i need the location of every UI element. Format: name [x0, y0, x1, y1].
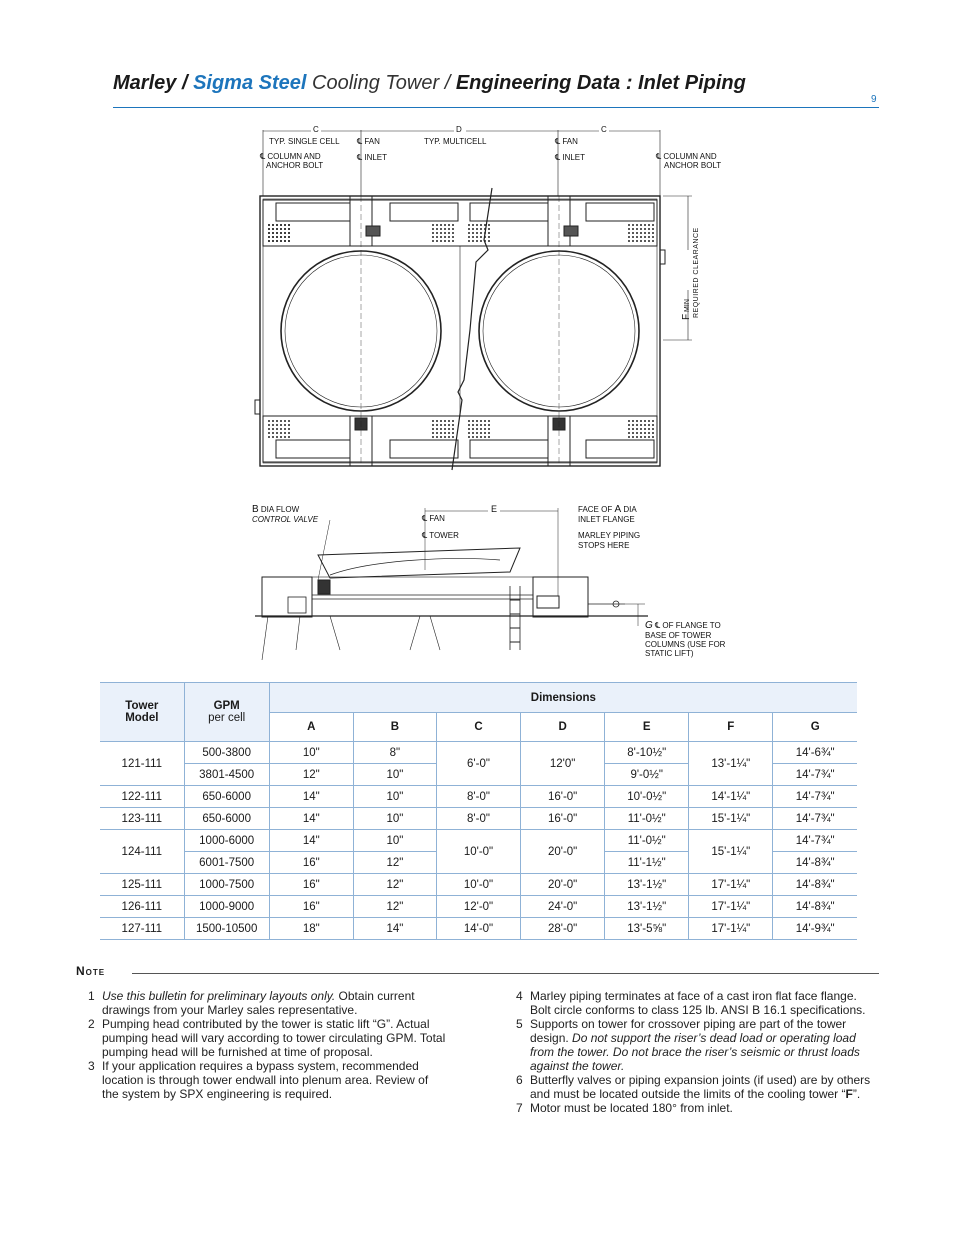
product-type: Cooling Tower [312, 72, 440, 94]
label-cl-column-right: ℄ COLUMN AND [656, 152, 717, 161]
cell-c: 8'-0" [436, 808, 520, 830]
cell-gpm: 500-3800 [184, 742, 269, 764]
cell-gpm: 650-6000 [184, 786, 269, 808]
cell-b: 10" [353, 830, 436, 852]
cell-gpm: 6001-7500 [184, 852, 269, 874]
cell-g: 14'-9¾" [773, 918, 857, 940]
cell-model: 122-111 [100, 786, 184, 808]
table-row [100, 896, 857, 918]
cell-a: 14" [269, 786, 353, 808]
label-elev-cl-tower: ℄ TOWER [422, 531, 459, 540]
plan-tower-outline [255, 188, 665, 470]
note-number: 5 [516, 1017, 523, 1031]
note-item [88, 1017, 448, 1059]
cell-e: 11'-0½" [605, 808, 689, 830]
note-number: 3 [88, 1059, 95, 1073]
cell-model: 124-111 [100, 830, 184, 874]
cell-d: 20'-0" [521, 830, 605, 874]
header-col-d: D [521, 713, 605, 742]
notes-left-column [88, 989, 448, 1101]
cell-e: 11'-0½" [605, 830, 689, 852]
label-required-clearance: REQUIRED CLEARANCE [693, 227, 700, 318]
header-gpm-label: GPM [213, 700, 240, 712]
cell-c: 8'-0" [436, 786, 520, 808]
note-text: Pumping head contributed by the tower is static lift “G”. Actual pumping head will vary according to tower circulating GPM. Total pumping head will be furnished at time of proposal. [102, 1017, 446, 1059]
cell-e: 13'-1½" [605, 874, 689, 896]
label-f-clearance [681, 227, 722, 320]
cell-model: 126-111 [100, 896, 184, 918]
label-marley-piping: MARLEY PIPING [578, 531, 641, 540]
cell-a: 16" [269, 896, 353, 918]
cell-a: 14" [269, 830, 353, 852]
cell-f: 17'-1¼" [689, 896, 773, 918]
header-col-b: B [353, 713, 436, 742]
notes-rule [132, 973, 879, 974]
note-text: Motor must be located 180° from inlet. [530, 1101, 733, 1115]
dim-f-letter: F [681, 313, 692, 320]
header-col-f: F [689, 713, 773, 742]
label-g-text: ℄ OF FLANGE TO [655, 621, 721, 630]
dim-a-letter: A [614, 504, 622, 515]
dim-d-mid: D [456, 125, 462, 134]
cell-g: 14'-7¾" [773, 830, 857, 852]
label-anchor-bolt-right: ANCHOR BOLT [664, 161, 722, 170]
header-col-g: G [773, 713, 857, 742]
table-row [100, 830, 857, 852]
cell-model: 123-111 [100, 808, 184, 830]
cell-f: 13'-1¼" [689, 742, 773, 786]
label-cl-fan-2: ℄ FAN [555, 137, 578, 146]
cell-model: 127-111 [100, 918, 184, 940]
notes-right-column [516, 989, 878, 1115]
table-row [100, 918, 857, 940]
cell-c: 12'-0" [436, 896, 520, 918]
cell-c: 10'-0" [436, 830, 520, 874]
cell-b: 14" [353, 918, 436, 940]
cell-b: 8" [353, 742, 436, 764]
note-italic-text: Do not support the riser’s dead load or operating load from the tower. Do not brace the riser’s seismic or thrust loads against the tower. [530, 1031, 860, 1073]
cell-f: 15'-1¼" [689, 830, 773, 874]
label-cl-inlet-2: ℄ INLET [555, 153, 586, 162]
cell-g: 14'-8¾" [773, 874, 857, 896]
cell-b: 10" [353, 786, 436, 808]
table-row [100, 742, 857, 764]
note-number: 1 [88, 989, 95, 1003]
label-dia: DIA [623, 505, 637, 514]
title-separator: / [444, 72, 451, 94]
dim-g-letter: G [645, 620, 653, 631]
note-text [102, 989, 448, 1017]
cell-gpm: 650-6000 [184, 808, 269, 830]
note-italic-text: Use this bulletin for preliminary layouts only. [102, 989, 336, 1003]
header-tower: Tower [125, 700, 159, 712]
cell-a: 18" [269, 918, 353, 940]
notes-heading: Note [76, 964, 106, 978]
cell-d: 24'-0" [521, 896, 605, 918]
header-gpm [184, 683, 269, 742]
label-g-line3: COLUMNS (USE FOR [645, 640, 726, 649]
header-col-e: E [605, 713, 689, 742]
header-model: Model [125, 712, 159, 724]
dim-e-letter: E [491, 504, 498, 514]
cell-d: 16'-0" [521, 808, 605, 830]
cell-d: 28'-0" [521, 918, 605, 940]
cell-b: 10" [353, 764, 436, 786]
label-cl-column-left: ℄ COLUMN AND [260, 152, 321, 161]
cell-f: 17'-1¼" [689, 874, 773, 896]
dim-c-right: C [601, 125, 607, 134]
label-typ-multicell: TYP. MULTICELL [424, 137, 487, 146]
header-per-cell: per cell [208, 712, 246, 724]
note-start-text: Butterfly valves or piping expansion joints (if used) are by others and must be located outside the limits of the cooling tower “ [530, 1073, 871, 1101]
brand-name: Marley [113, 72, 177, 94]
label-g-line2: BASE OF TOWER [645, 631, 712, 640]
label-typ-single-cell: TYP. SINGLE CELL [269, 137, 340, 146]
cell-f: 15'-1¼" [689, 808, 773, 830]
cell-f: 17'-1¼" [689, 918, 773, 940]
cell-e: 11'-1½" [605, 852, 689, 874]
label-face-of: FACE OF [578, 505, 613, 514]
cell-e: 13'-5⅝" [605, 918, 689, 940]
cell-gpm: 1000-9000 [184, 896, 269, 918]
label-f-min: MIN [684, 299, 691, 312]
cell-c: 6'-0" [436, 742, 520, 786]
note-number: 7 [516, 1101, 523, 1115]
label-b-flow [252, 505, 299, 514]
cell-gpm: 3801-4500 [184, 764, 269, 786]
label-cl-fan-1: ℄ FAN [357, 137, 380, 146]
label-cl-inlet-1: ℄ INLET [357, 153, 388, 162]
cell-f: 14'-1¼" [689, 786, 773, 808]
header-tower-model [100, 683, 184, 742]
note-item [516, 1101, 878, 1115]
cell-model: 121-111 [100, 742, 184, 786]
cell-g: 14'-7¾" [773, 808, 857, 830]
cell-e: 9'-0½" [605, 764, 689, 786]
header-dimensions: Dimensions [269, 683, 857, 713]
label-g-line4: STATIC LIFT) [645, 649, 694, 658]
label-anchor-bolt-left: ANCHOR BOLT [266, 161, 324, 170]
cell-b: 12" [353, 874, 436, 896]
cell-model: 125-111 [100, 874, 184, 896]
table-header-row [100, 683, 857, 713]
cell-d: 20'-0" [521, 874, 605, 896]
note-text [530, 1017, 878, 1073]
cell-a: 10" [269, 742, 353, 764]
note-item [516, 989, 878, 1017]
cell-a: 16" [269, 852, 353, 874]
cell-a: 14" [269, 808, 353, 830]
cell-e: 8'-10½" [605, 742, 689, 764]
cell-g: 14'-6¾" [773, 742, 857, 764]
label-elev-cl-fan: ℄ FAN [422, 514, 445, 523]
cell-e: 13'-1½" [605, 896, 689, 918]
note-text: Marley piping terminates at face of a cast iron flat face flange. Bolt circle conforms to class 125 lb. ANSI B 16.1 specifications. [530, 989, 866, 1017]
dimensions-table [100, 682, 857, 940]
table-row [100, 874, 857, 896]
cell-d: 12'0" [521, 742, 605, 786]
cell-a: 16" [269, 874, 353, 896]
dim-b-letter: B [252, 504, 259, 515]
header-col-a: A [269, 713, 353, 742]
label-inlet-flange: INLET FLANGE [578, 515, 635, 524]
cell-c: 10'-0" [436, 874, 520, 896]
cell-gpm: 1000-7500 [184, 874, 269, 896]
note-start-text: Supports on tower for crossover piping are part of the tower design. [530, 1017, 847, 1045]
label-control-valve: CONTROL VALVE [252, 515, 319, 524]
note-item [516, 1017, 878, 1073]
cell-e: 10'-0½" [605, 786, 689, 808]
cell-b: 12" [353, 852, 436, 874]
note-number: 6 [516, 1073, 523, 1087]
cell-d: 16'-0" [521, 786, 605, 808]
table-row [100, 808, 857, 830]
note-end-text: ”. [852, 1087, 861, 1101]
section-title: Engineering Data : Inlet Piping [455, 72, 746, 94]
note-bold-text: F [845, 1087, 853, 1101]
note-rest-text: Obtain current drawings from your Marley sales representative. [102, 989, 415, 1017]
header-col-c: C [436, 713, 520, 742]
note-text [530, 1073, 878, 1101]
label-stops-here: STOPS HERE [578, 541, 630, 550]
label-g-flange [645, 621, 721, 630]
label-face-of-a [578, 505, 637, 514]
cell-g: 14'-8¾" [773, 852, 857, 874]
cell-b: 12" [353, 896, 436, 918]
cell-g: 14'-8¾" [773, 896, 857, 918]
note-number: 2 [88, 1017, 95, 1031]
cell-gpm: 1000-6000 [184, 830, 269, 852]
cell-b: 10" [353, 808, 436, 830]
note-item [516, 1073, 878, 1101]
product-name: Sigma Steel [193, 72, 307, 94]
label-b-text: DIA FLOW [260, 505, 300, 514]
cell-g: 14'-7¾" [773, 764, 857, 786]
cell-c: 14'-0" [436, 918, 520, 940]
page-number: 9 [871, 94, 877, 105]
note-number: 4 [516, 989, 523, 1003]
dim-c-left: C [313, 125, 319, 134]
note-item [88, 1059, 448, 1101]
cell-a: 12" [269, 764, 353, 786]
cell-gpm: 1500-10500 [184, 918, 269, 940]
note-item [88, 989, 448, 1017]
note-text: If your application requires a bypass system, recommended location is through tower endwall into plenum area. Review of the system by SPX engineering is required. [102, 1059, 429, 1101]
cell-g: 14'-7¾" [773, 786, 857, 808]
title-separator: / [181, 72, 188, 94]
table-row [100, 786, 857, 808]
